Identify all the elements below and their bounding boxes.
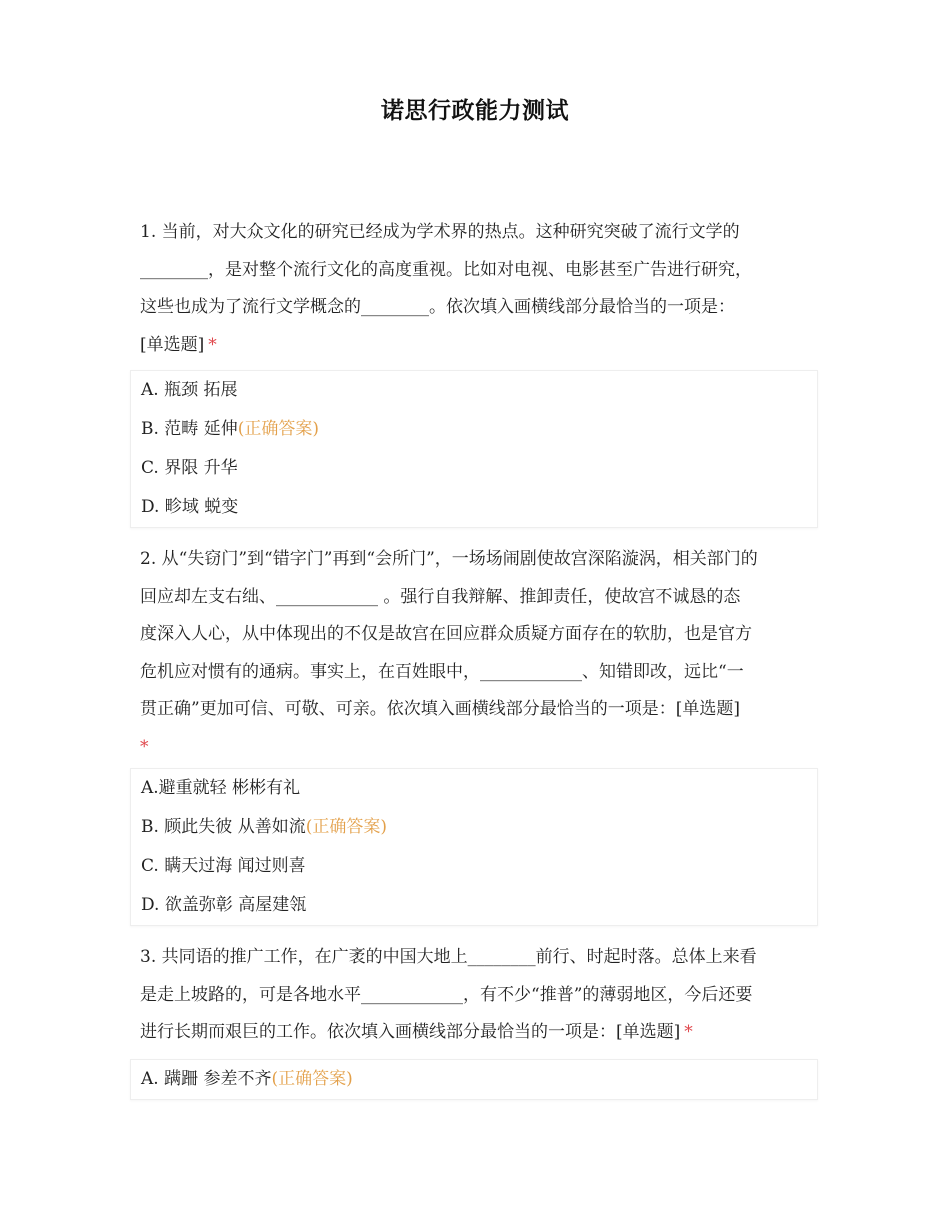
question-type-label: [单选题] (140, 334, 205, 355)
question-stem-line: 度深入人心，从中体现出的不仅是故宫在回应群众质疑方面存在的软肋，也是官方 (140, 624, 752, 644)
options-list-2 (130, 768, 818, 926)
option-text: D. 畛域 蜕变 (141, 497, 239, 517)
correct-answer-label: (正确答案) (271, 1069, 353, 1089)
question-stem-line: 回应却左支右绌、____________ 。强行自我辩解、推卸责任，使故宫不诚恳的态 (140, 586, 741, 607)
option-text: C. 界限 升华 (141, 458, 238, 478)
option-b[interactable] (141, 808, 817, 847)
required-mark: * (684, 1022, 693, 1042)
option-a[interactable] (141, 1060, 817, 1099)
option-c[interactable] (141, 847, 817, 886)
option-a[interactable] (141, 769, 817, 808)
options-list-1 (130, 370, 818, 528)
option-text: A. 蹒跚 参差不齐 (141, 1069, 272, 1089)
option-text: C. 瞒天过海 闻过则喜 (141, 856, 306, 876)
page-title: 诺思行政能力测试 (381, 98, 569, 124)
question-stem-line (140, 1014, 820, 1052)
correct-answer-label: (正确答案) (237, 419, 319, 439)
option-a[interactable] (141, 371, 817, 410)
question-stem-line (140, 729, 820, 767)
question-stem-line: 3. 共同语的推广工作，在广袤的中国大地上________前行、时起时落。总体上来看 (140, 947, 757, 967)
options-list-3 (130, 1059, 818, 1100)
option-text: B. 范畴 延伸 (141, 419, 238, 439)
question-2 (140, 541, 820, 766)
question-stem-line: ________，是对整个流行文化的高度重视。比如对电视、电影甚至广告进行研究， (140, 259, 752, 280)
question-3 (140, 939, 820, 1052)
question-stem-line: 贯正确”更加可信、可敬、可亲。依次填入画横线部分最恰当的一项是：[单选题] (140, 699, 740, 719)
option-d[interactable] (141, 488, 817, 527)
correct-answer-label: (正确答案) (305, 817, 387, 837)
option-text: A. 瓶颈 拓展 (141, 380, 238, 400)
question-stem-line: 1. 当前，对大众文化的研究已经成为学术界的热点。这种研究突破了流行文学的 (140, 222, 740, 242)
required-mark: * (208, 334, 217, 355)
required-mark: * (140, 736, 149, 757)
question-stem-text: 进行长期而艰巨的工作。依次填入画横线部分最恰当的一项是：[单选题] (140, 1022, 681, 1042)
option-text: D. 欲盖弥彰 高屋建瓴 (141, 895, 307, 915)
question-stem-line: 是走上坡路的，可是各地水平____________，有不少“推普”的薄弱地区，今后还要 (140, 984, 753, 1005)
option-d[interactable] (141, 886, 817, 925)
question-stem-line: 这些也成为了流行文学概念的________。依次填入画横线部分最恰当的一项是： (140, 297, 735, 317)
option-c[interactable] (141, 449, 817, 488)
option-text: B. 顾此失彼 从善如流 (141, 817, 306, 837)
option-text: A.避重就轻 彬彬有礼 (141, 778, 301, 798)
question-1 (140, 214, 820, 364)
option-b[interactable] (141, 410, 817, 449)
question-stem-line (140, 327, 820, 365)
question-stem-line: 2. 从“失窃门”到“错字门”再到“会所门”，一场场闹剧使故宫深陷漩涡，相关部门的 (140, 549, 758, 569)
question-stem-line: 危机应对惯有的通病。事实上，在百姓眼中，____________、知错即改，远比“一 (140, 661, 744, 682)
